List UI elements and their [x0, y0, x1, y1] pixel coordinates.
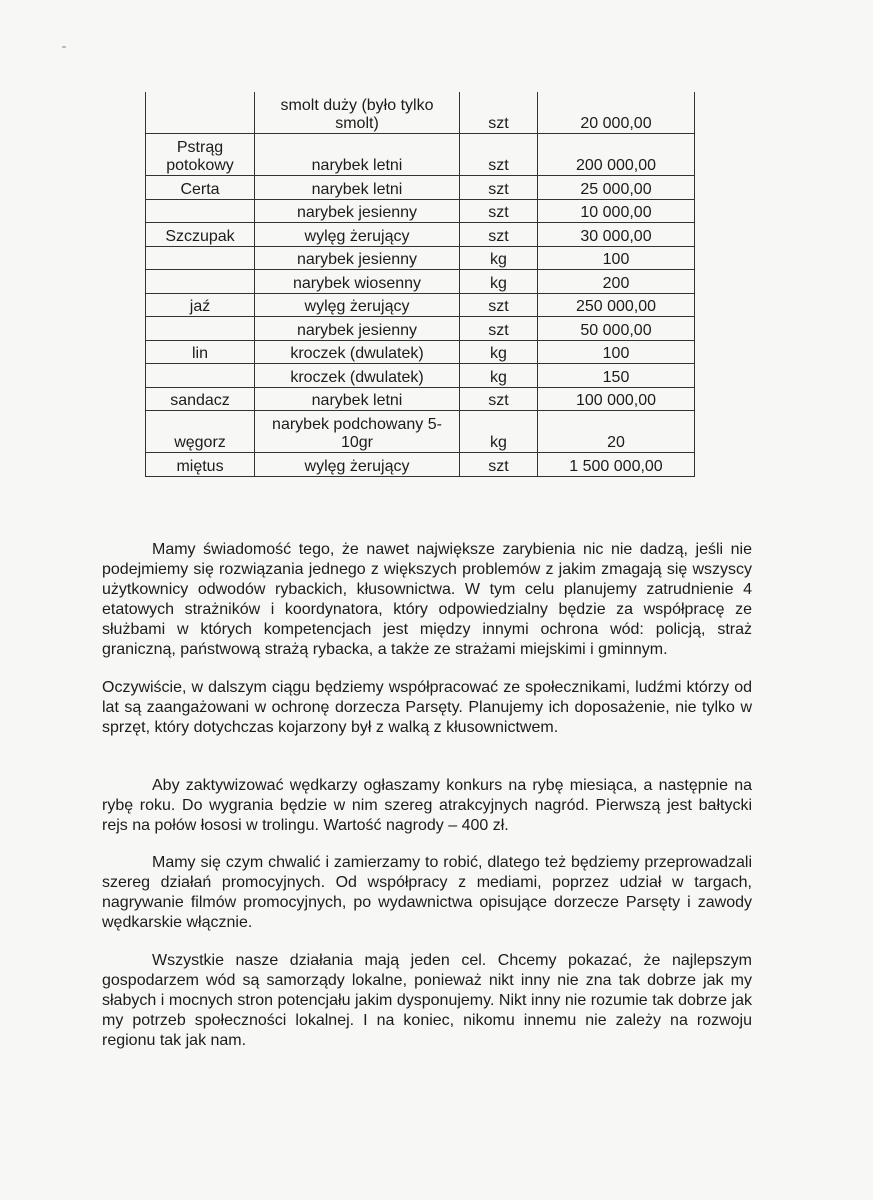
table-row [146, 270, 695, 294]
unit-cell: szt [460, 92, 538, 134]
table-row [146, 411, 695, 453]
stage-cell: smolt duży (było tylko smolt) [255, 92, 460, 134]
paragraph-text: Mamy się czym chwalić i zamierzamy to robić, dlatego też będziemy przeprowadzali szereg działań promocyjnych. Od współpracy z mediami, poprzez udział w targach, nagrywanie filmów promocyjnych, po wydawnictwa opisujące dorzecze Parsęty i zawody wędkarskie włącznie. [102, 854, 752, 931]
stage-cell: wylęg żerujący [255, 223, 460, 247]
species-cell [146, 317, 255, 341]
table-row [146, 223, 695, 247]
species-cell: Certa [146, 176, 255, 200]
unit-cell: szt [460, 223, 538, 247]
value-cell: 10 000,00 [538, 199, 695, 223]
table-row [146, 387, 695, 411]
unit-cell: kg [460, 411, 538, 453]
value-cell: 30 000,00 [538, 223, 695, 247]
paragraph-cooperation [102, 678, 752, 738]
paragraph-text: Mamy świadomość tego, że nawet największe zarybienia nic nie dadzą, jeśli nie podejmiemy się rozwiązania jednego z większych problemów z jakim zmagają się wszyscy użytkownicy odwodów rybackich, kłusownictwa. W tym celu planujemy zatrudnienie 4 etatowych strażników i koordynatora, który odpowiedzialny będzie za współpracę ze służbami w których kompetencjach jest między innymi ochrona wód: policją, straż graniczną, państwową strażą rybacka, a także ze strażami miejskimi i gminnym. [102, 541, 752, 658]
unit-cell: kg [460, 340, 538, 364]
unit-cell: szt [460, 199, 538, 223]
value-cell: 25 000,00 [538, 176, 695, 200]
table-row [146, 246, 695, 270]
table-row [146, 199, 695, 223]
stage-cell: narybek jesienny [255, 199, 460, 223]
paragraph-text: Aby zaktywizować wędkarzy ogłaszamy konkurs na rybę miesiąca, a następnie na rybę roku. Do wygrania będzie w nim szereg atrakcyjnych nagród. Pierwszą jest bałtycki rejs na połów łososi w trolingu. Wartość nagrody – 400 zł. [102, 777, 752, 834]
scan-mark [62, 46, 66, 48]
unit-cell: szt [460, 176, 538, 200]
unit-cell: szt [460, 317, 538, 341]
table-row [146, 453, 695, 477]
species-cell: miętus [146, 453, 255, 477]
unit-cell: kg [460, 364, 538, 388]
table-row [146, 317, 695, 341]
stage-cell: kroczek (dwulatek) [255, 364, 460, 388]
species-cell [146, 92, 255, 134]
value-cell: 100 [538, 246, 695, 270]
stage-cell: wylęg żerujący [255, 453, 460, 477]
unit-cell: kg [460, 246, 538, 270]
value-cell: 250 000,00 [538, 293, 695, 317]
species-cell: Pstrąg potokowy [146, 134, 255, 176]
paragraph-text: Wszystkie nasze działania mają jeden cel. Chcemy pokazać, że najlepszym gospodarzem wód są samorządy lokalne, ponieważ nikt inny nie zna tak dobrze jak my słabych i mocnych stron potencjału jakim dysponujemy. Nikt inny nie rozumie tak dobrze jak my potrzeb społeczności lokalnej. I na koniec, nikomu innemu nie zależy na rozwoju regionu tak jak nam. [102, 952, 752, 1049]
stocking-table [145, 92, 695, 477]
unit-cell: szt [460, 134, 538, 176]
stage-cell: narybek podchowany 5-10gr [255, 411, 460, 453]
stage-cell: narybek letni [255, 134, 460, 176]
value-cell: 50 000,00 [538, 317, 695, 341]
value-cell: 100 000,00 [538, 387, 695, 411]
species-cell [146, 246, 255, 270]
table-row [146, 293, 695, 317]
stage-cell: narybek wiosenny [255, 270, 460, 294]
paragraph-contest [102, 776, 752, 836]
value-cell: 20 [538, 411, 695, 453]
species-cell: węgorz [146, 411, 255, 453]
unit-cell: kg [460, 270, 538, 294]
table-body [146, 92, 695, 476]
value-cell: 200 000,00 [538, 134, 695, 176]
table-row [146, 92, 695, 134]
paragraph-text: Oczywiście, w dalszym ciągu będziemy współpracować ze społecznikami, ludźmi którzy od lat są zaangażowani w ochronę dorzecza Parsęty. Planujemy ich doposażenie, nie tylko w sprzęt, który dotychczas kojarzony był z walką z kłusownictwem. [102, 679, 752, 736]
species-cell: jaź [146, 293, 255, 317]
stage-cell: wylęg żerujący [255, 293, 460, 317]
paragraph-poaching [102, 540, 752, 660]
stage-cell: kroczek (dwulatek) [255, 340, 460, 364]
value-cell: 200 [538, 270, 695, 294]
stage-cell: narybek letni [255, 387, 460, 411]
value-cell: 1 500 000,00 [538, 453, 695, 477]
table-row [146, 364, 695, 388]
table-row [146, 340, 695, 364]
stage-cell: narybek jesienny [255, 317, 460, 341]
species-cell [146, 270, 255, 294]
species-cell: sandacz [146, 387, 255, 411]
stage-cell: narybek letni [255, 176, 460, 200]
unit-cell: szt [460, 387, 538, 411]
species-cell: lin [146, 340, 255, 364]
unit-cell: szt [460, 453, 538, 477]
value-cell: 150 [538, 364, 695, 388]
paragraph-promotion [102, 853, 752, 933]
value-cell: 100 [538, 340, 695, 364]
value-cell: 20 000,00 [538, 92, 695, 134]
species-cell [146, 364, 255, 388]
species-cell [146, 199, 255, 223]
paragraph-goal [102, 951, 752, 1051]
table-row [146, 134, 695, 176]
species-cell: Szczupak [146, 223, 255, 247]
table-row [146, 176, 695, 200]
unit-cell: szt [460, 293, 538, 317]
stage-cell: narybek jesienny [255, 246, 460, 270]
